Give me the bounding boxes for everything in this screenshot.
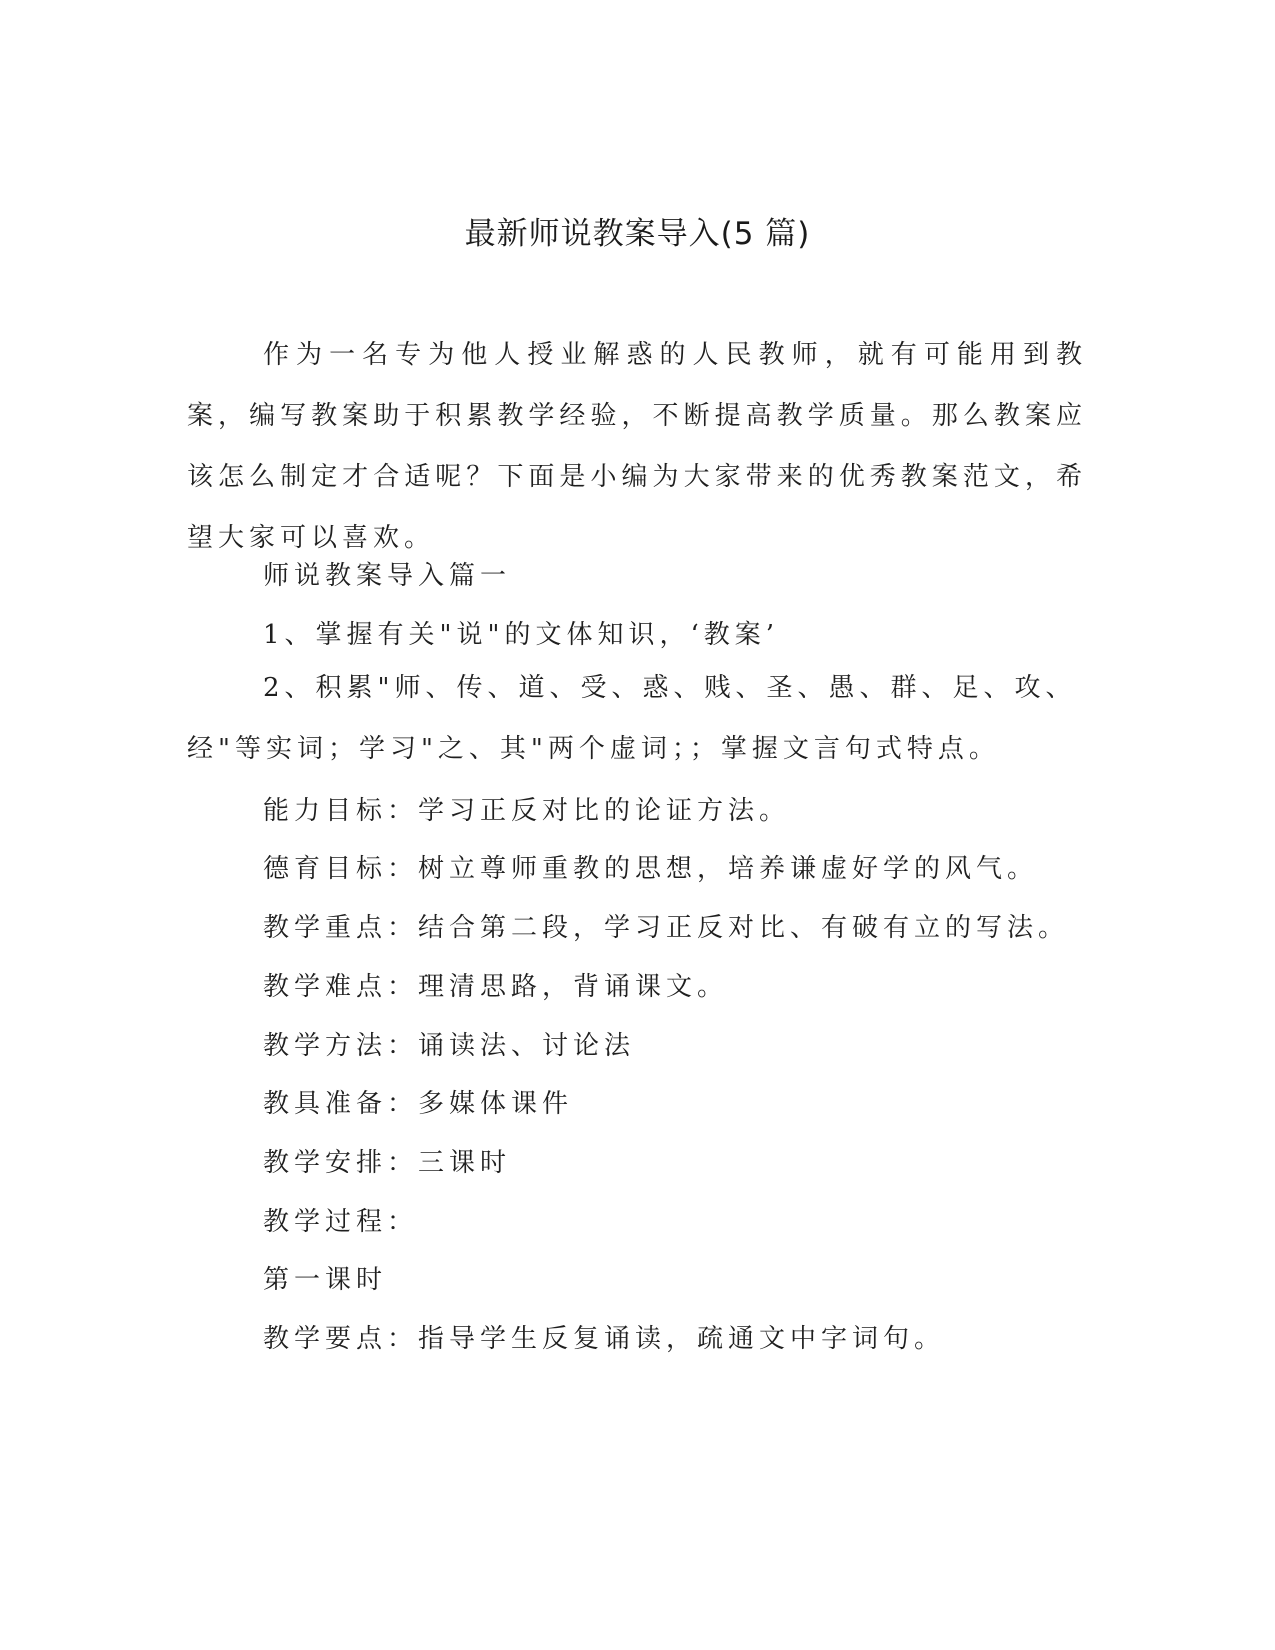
document-title: 最新师说教案导入(5 篇) <box>464 216 811 252</box>
teaching-essentials: 教学要点：指导学生反复诵读，疏通文中字词句。 <box>263 1324 946 1354</box>
list-item-1: 1、掌握有关"说"的文体知识，‘教案’ <box>263 620 779 650</box>
intro-paragraph: 作为一名专为他人授业解惑的人民教师，就有可能用到教案，编写教案助于积累教学经验，不断提高教学质量。那么教案应该怎么制定才合适呢？下面是小编为大家带来的优秀教案范文，希望大家可以喜欢。 <box>187 340 1087 553</box>
ability-goal: 能力目标：学习正反对比的论证方法。 <box>263 796 791 826</box>
section-heading: 师说教案导入篇一 <box>263 561 512 591</box>
key-point: 教学重点：结合第二段，学习正反对比、有破有立的写法。 <box>263 913 1070 943</box>
first-lesson: 第一课时 <box>263 1265 388 1295</box>
difficulty: 教学难点：理清思路，背诵课文。 <box>263 972 729 1002</box>
schedule: 教学安排：三课时 <box>263 1148 512 1178</box>
teaching-tools: 教具准备：多媒体课件 <box>263 1089 574 1119</box>
process-heading: 教学过程： <box>263 1207 419 1237</box>
teaching-method: 教学方法：诵读法、讨论法 <box>263 1031 636 1061</box>
moral-goal: 德育目标：树立尊师重教的思想，培养谦虚好学的风气。 <box>263 854 1039 884</box>
list-item-2: 2、积累"师、传、道、受、惑、贱、圣、愚、群、足、攻、经"等实词；学习"之、其"两个虚词；；掌握文言句式特点。 <box>187 673 1077 764</box>
